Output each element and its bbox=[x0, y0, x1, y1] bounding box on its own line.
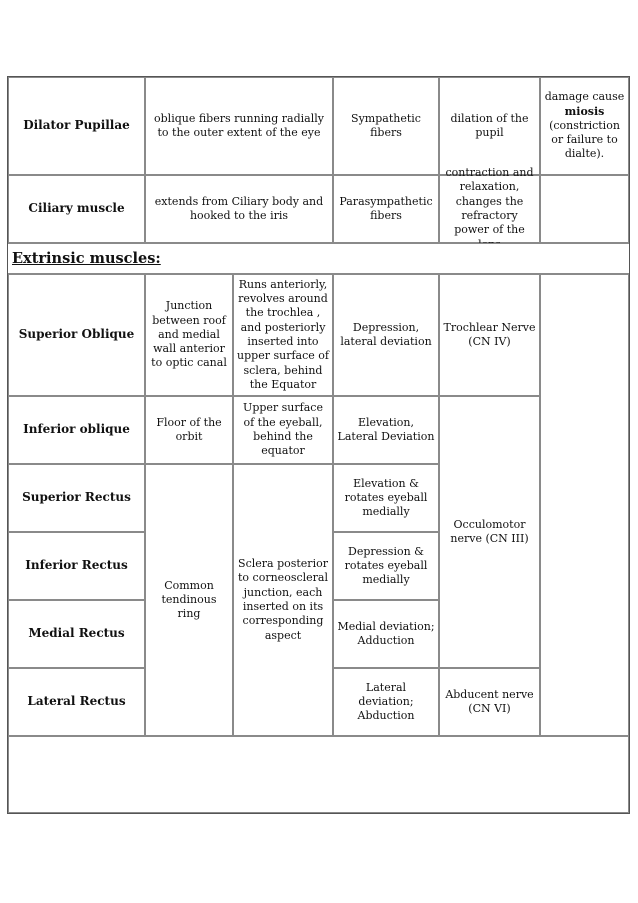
cell-lateral-rectus-action: Lateral deviation; Abduction bbox=[333, 668, 439, 736]
cell-superior-oblique-muscle: Superior Oblique bbox=[8, 274, 145, 396]
cell-ciliary-muscle: Ciliary muscle bbox=[8, 175, 145, 243]
cell-medial-rectus-muscle: Medial Rectus bbox=[8, 600, 145, 668]
note-pre-text: damage cause bbox=[544, 90, 625, 104]
cell-inferior-oblique-origin: Floor of the orbit bbox=[145, 396, 233, 464]
cell-lateral-rectus-muscle: Lateral Rectus bbox=[8, 668, 145, 736]
cell-dilator-action: dilation of the pupil bbox=[439, 77, 540, 175]
cell-bottom-empty bbox=[8, 736, 629, 813]
cell-ciliary-note bbox=[540, 175, 629, 243]
cell-superior-oblique-nerve: Trochlear Nerve (CN IV) bbox=[439, 274, 540, 396]
cell-dilator-muscle: Dilator Pupillae bbox=[8, 77, 145, 175]
cell-superior-rectus-action: Elevation & rotates eyeball medially bbox=[333, 464, 439, 532]
cell-inferior-oblique-insertion: Upper surface of the eyeball, behind the equator bbox=[233, 396, 333, 464]
cell-lateral-rectus-nerve: Abducent nerve (CN VI) bbox=[439, 668, 540, 736]
section-title-extrinsic: Extrinsic muscles: bbox=[8, 243, 629, 274]
cell-superior-oblique-origin: Junction between roof and medial wall anterior to optic canal bbox=[145, 274, 233, 396]
cell-dilator-course: oblique fibers running radially to the outer extent of the eye bbox=[145, 77, 333, 175]
note-bold-text: miosis bbox=[564, 104, 605, 118]
note-post-text: (constriction or failure to dialte). bbox=[549, 118, 620, 161]
cell-recti-origin: Common tendinous ring bbox=[145, 464, 233, 736]
cell-ciliary-nerve: Parasympathetic fibers bbox=[333, 175, 439, 243]
cell-recti-insertion: Sclera posterior to corneoscleral junction, each inserted on its corresponding aspect bbox=[233, 464, 333, 736]
cell-oculomotor-nerve: Occulomotor nerve (CN III) bbox=[439, 396, 540, 668]
cell-medial-rectus-action: Medial deviation; Adduction bbox=[333, 600, 439, 668]
cell-dilator-nerve: Sympathetic fibers bbox=[333, 77, 439, 175]
cell-superior-rectus-muscle: Superior Rectus bbox=[8, 464, 145, 532]
cell-extrinsic-notes-empty bbox=[540, 274, 629, 736]
cell-ciliary-course: extends from Ciliary body and hooked to the iris bbox=[145, 175, 333, 243]
cell-superior-oblique-insertion: Runs anteriorly, revolves around the trochlea , and posteriorly inserted into upper surface of sclera, behind the Equator bbox=[233, 274, 333, 396]
cell-superior-oblique-action: Depression, lateral deviation bbox=[333, 274, 439, 396]
cell-inferior-rectus-action: Depression & rotates eyeball medially bbox=[333, 532, 439, 600]
cell-dilator-note bbox=[540, 77, 629, 175]
cell-inferior-oblique-action: Elevation, Lateral Deviation bbox=[333, 396, 439, 464]
cell-inferior-oblique-muscle: Inferior oblique bbox=[8, 396, 145, 464]
cell-ciliary-action: relaxation, changes the refractory power of the bbox=[439, 175, 540, 243]
cell-inferior-rectus-muscle: Inferior Rectus bbox=[8, 532, 145, 600]
